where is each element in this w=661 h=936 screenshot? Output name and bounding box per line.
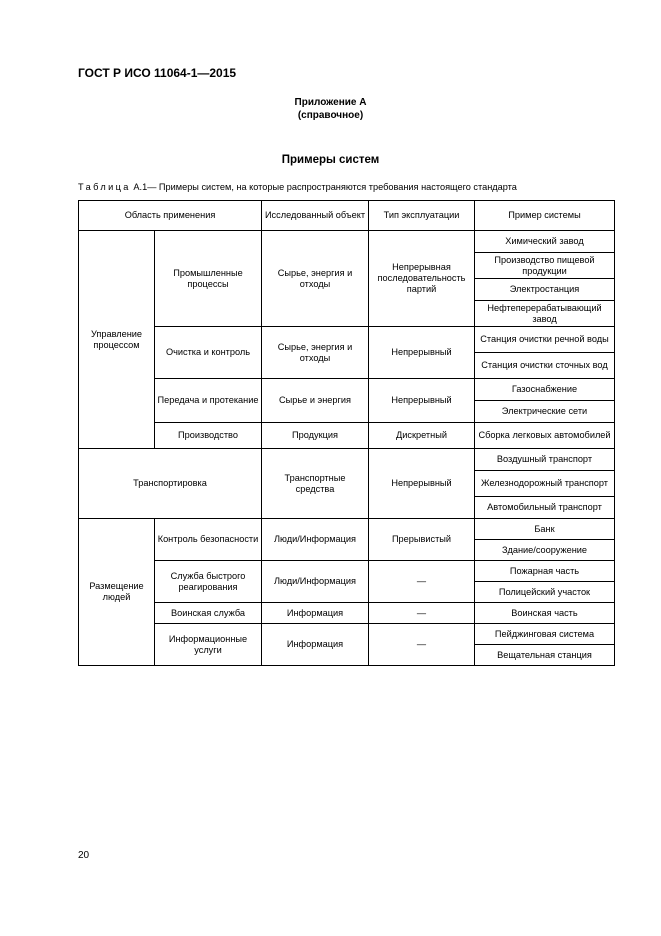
table-row (79, 519, 615, 540)
example-cell: Электростанция (475, 279, 615, 301)
section-title: Примеры систем (281, 154, 380, 166)
subarea-cell: Контроль безопасности (155, 519, 262, 561)
type-cell: Непрерывный (369, 449, 475, 519)
example-cell: Банк (475, 519, 615, 540)
subarea-cell: Воинская служба (155, 603, 262, 624)
area-cell: Транспортировка (79, 449, 262, 519)
example-cell: Станция очистки сточных вод (475, 353, 615, 379)
column-header-example: Пример системы (475, 201, 615, 231)
example-cell: Полицейский участок (475, 582, 615, 603)
table-caption (78, 182, 517, 192)
caption-text: — Примеры систем, на которые распространяются требования настоящего стандарта (147, 182, 517, 192)
area-cell: Размещение людей (79, 519, 155, 666)
subarea-cell: Промышленные процессы (155, 231, 262, 327)
table-row (79, 379, 615, 401)
table-row (79, 624, 615, 645)
object-cell: Сырье и энергия (262, 379, 369, 423)
type-cell: — (369, 624, 475, 666)
type-cell: Непрерывный (369, 327, 475, 379)
column-header-type: Тип эксплуатации (369, 201, 475, 231)
column-header-area: Область применения (79, 201, 262, 231)
example-cell: Автомобильный транспорт (475, 497, 615, 519)
example-cell: Железнодорожный транспорт (475, 471, 615, 497)
type-cell: Прерывистый (369, 519, 475, 561)
table-header-row (79, 201, 615, 231)
annex-heading (0, 96, 661, 122)
object-cell: Информация (262, 624, 369, 666)
page-number: 20 (78, 850, 90, 861)
table-row (79, 603, 615, 624)
systems-table (78, 200, 615, 666)
subarea-cell: Очистка и контроль (155, 327, 262, 379)
column-header-object: Исследованный объект (262, 201, 369, 231)
example-cell: Воинская часть (475, 603, 615, 624)
type-cell: — (369, 561, 475, 603)
area-cell: Управление процессом (79, 231, 155, 449)
object-cell: Люди/Информация (262, 519, 369, 561)
object-cell: Сырье, энергия и отходы (262, 327, 369, 379)
object-cell: Продукция (262, 423, 369, 449)
table-row (79, 449, 615, 471)
subarea-cell: Служба быстрого реагирования (155, 561, 262, 603)
caption-label: Таблица (78, 182, 131, 192)
type-cell: Непрерывная последовательность партий (369, 231, 475, 327)
table-row (79, 231, 615, 253)
type-cell: Непрерывный (369, 379, 475, 423)
caption-number: А.1 (133, 182, 148, 192)
type-cell: — (369, 603, 475, 624)
example-cell: Воздушный транспорт (475, 449, 615, 471)
document-code: ГОСТ Р ИСО 11064-1—2015 (78, 66, 237, 80)
example-cell: Нефтеперерабатывающий завод (475, 301, 615, 327)
object-cell: Транспортные средства (262, 449, 369, 519)
example-cell: Вещательная станция (475, 645, 615, 666)
type-cell: Дискретный (369, 423, 475, 449)
object-cell: Сырье, энергия и отходы (262, 231, 369, 327)
annex-title: Приложение А (294, 97, 367, 108)
example-cell: Газоснабжение (475, 379, 615, 401)
example-cell: Пожарная часть (475, 561, 615, 582)
object-cell: Люди/Информация (262, 561, 369, 603)
subarea-cell: Передача и протекание (155, 379, 262, 423)
table-row (79, 327, 615, 353)
subarea-cell: Информационные услуги (155, 624, 262, 666)
table-row (79, 561, 615, 582)
table-row (79, 423, 615, 449)
example-cell: Станция очистки речной воды (475, 327, 615, 353)
example-cell: Химический завод (475, 231, 615, 253)
example-cell: Электрические сети (475, 401, 615, 423)
subarea-cell: Производство (155, 423, 262, 449)
object-cell: Информация (262, 603, 369, 624)
annex-subtitle: (справочное) (297, 110, 364, 121)
example-cell: Сборка легковых автомобилей (475, 423, 615, 449)
example-cell: Здание/сооружение (475, 540, 615, 561)
example-cell: Производство пищевой продукции (475, 253, 615, 279)
example-cell: Пейджинговая система (475, 624, 615, 645)
